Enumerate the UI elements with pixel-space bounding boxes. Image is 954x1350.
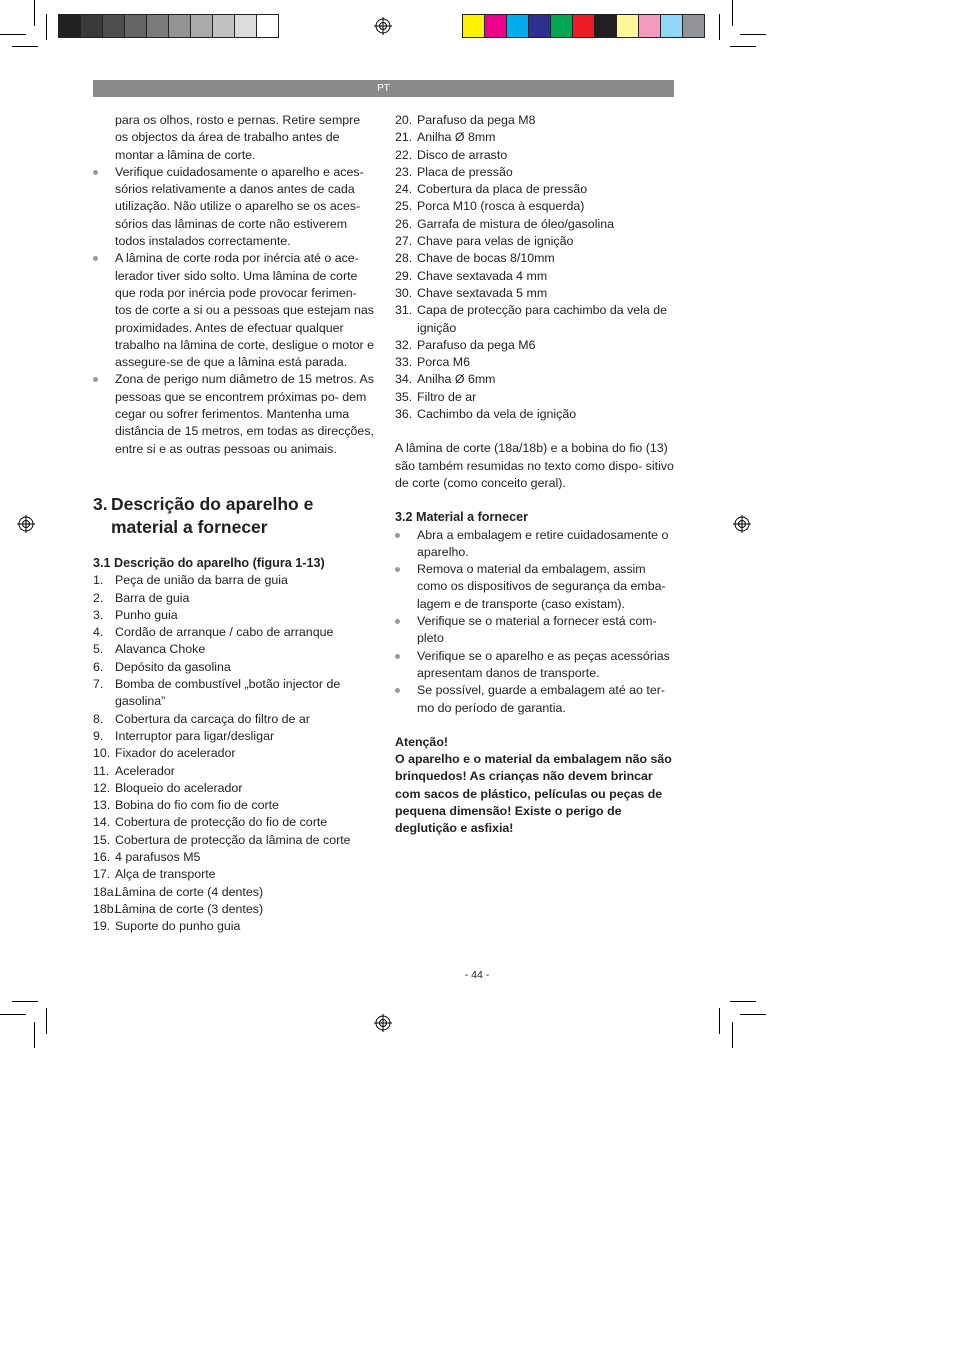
crop-mark bbox=[740, 34, 766, 35]
part-name: 4 parafusos M5 bbox=[115, 849, 201, 864]
list-item bbox=[93, 371, 375, 457]
part-list-item bbox=[93, 659, 375, 676]
part-list-item bbox=[93, 832, 375, 849]
color-swatch bbox=[81, 15, 103, 37]
part-list-item bbox=[395, 268, 677, 285]
part-number: 34. bbox=[395, 372, 413, 387]
part-list-item bbox=[395, 406, 677, 423]
registration-mark-icon bbox=[733, 515, 751, 533]
section-number: 3. bbox=[93, 493, 108, 514]
part-list-item bbox=[93, 780, 375, 797]
crop-mark bbox=[0, 1014, 26, 1015]
bullet-text: Remova o material da embalagem, assim como os dispositivos de segurança da emba- lagem e de transporte (caso existam). bbox=[417, 562, 666, 611]
warning-text: O aparelho e o material da embalagem não são brinquedos! As crianças não devem brincar com sacos de plástico, películas ou peças de pequena dimensão! Existe o perigo de deglutição e asfixia! bbox=[395, 752, 672, 836]
part-number: 11. bbox=[93, 763, 110, 778]
part-number: 15. bbox=[93, 832, 111, 847]
part-list-item bbox=[93, 624, 375, 641]
part-name: Parafuso da pega M6 bbox=[417, 337, 536, 352]
part-number: 23. bbox=[395, 164, 413, 179]
part-number: 6. bbox=[93, 659, 104, 674]
part-list-item bbox=[395, 164, 677, 181]
color-swatch bbox=[125, 15, 147, 37]
color-swatch bbox=[595, 15, 617, 37]
part-list-item bbox=[93, 918, 375, 935]
registration-mark-icon bbox=[17, 515, 35, 533]
page-number: - 44 - bbox=[464, 969, 490, 981]
part-name: Anilha Ø 6mm bbox=[417, 372, 496, 387]
part-list-item bbox=[395, 112, 677, 129]
list-item bbox=[395, 613, 677, 648]
part-list-item bbox=[93, 884, 375, 901]
bullet-text: Se possível, guarde a embalagem até ao ter- mo do período de garantia. bbox=[417, 683, 665, 715]
color-swatch bbox=[573, 15, 595, 37]
part-list-item bbox=[395, 198, 677, 215]
color-swatch bbox=[683, 15, 704, 37]
color-swatch bbox=[485, 15, 507, 37]
subsection-heading: 3.1 Descrição do aparelho (figura 1-13) bbox=[93, 555, 325, 570]
bullet-icon bbox=[395, 619, 400, 624]
part-list-item bbox=[395, 337, 677, 354]
part-name: Capa de protecção para cachimbo da vela de ignição bbox=[417, 303, 668, 335]
part-list-item bbox=[93, 745, 375, 762]
list-item bbox=[395, 561, 677, 613]
part-name: Cobertura de protecção do fio de corte bbox=[115, 815, 328, 830]
part-list-item bbox=[395, 389, 677, 406]
color-swatch bbox=[617, 15, 639, 37]
part-list-item bbox=[93, 711, 375, 728]
parts-list bbox=[93, 572, 375, 935]
crop-mark bbox=[12, 46, 38, 47]
bullet-icon bbox=[395, 567, 400, 572]
part-number: 16. bbox=[93, 849, 111, 864]
subsection-heading: 3.2 Material a fornecer bbox=[395, 510, 528, 525]
left-column bbox=[93, 112, 375, 935]
part-name: Fixador do acelerador bbox=[115, 746, 236, 761]
color-swatch bbox=[169, 15, 191, 37]
part-name: Cobertura da carcaça do filtro de ar bbox=[115, 711, 310, 726]
part-name: Disco de arrasto bbox=[417, 147, 508, 162]
gray-color-bar bbox=[58, 14, 279, 38]
crop-mark bbox=[740, 1014, 766, 1015]
part-number: 27. bbox=[395, 234, 413, 249]
list-item bbox=[395, 648, 677, 683]
part-name: Anilha Ø 8mm bbox=[417, 130, 496, 145]
part-number: 13. bbox=[93, 798, 111, 813]
color-swatch bbox=[507, 15, 529, 37]
part-name: Cordão de arranque / cabo de arranque bbox=[115, 625, 334, 640]
warning-title: Atenção! bbox=[395, 734, 449, 749]
part-number: 30. bbox=[395, 285, 413, 300]
part-name: Chave sextavada 4 mm bbox=[417, 268, 548, 283]
part-number: 5. bbox=[93, 642, 104, 657]
part-number: 35. bbox=[395, 389, 413, 404]
part-list-item bbox=[395, 354, 677, 371]
part-list-item bbox=[93, 901, 375, 918]
crop-mark bbox=[12, 1001, 38, 1002]
part-number: 17. bbox=[93, 867, 111, 882]
part-list-item bbox=[93, 728, 375, 745]
crop-mark bbox=[719, 1008, 720, 1034]
list-item bbox=[93, 250, 375, 371]
parts-list bbox=[395, 112, 677, 423]
bullet-text: Verifique se o aparelho e as peças acessórias apresentam danos de transporte. bbox=[417, 648, 670, 680]
part-name: Acelerador bbox=[115, 763, 175, 778]
part-number: 24. bbox=[395, 182, 413, 197]
color-swatch bbox=[235, 15, 257, 37]
right-column bbox=[395, 112, 677, 838]
delivery-bullet-list bbox=[395, 527, 677, 717]
part-list-item bbox=[395, 147, 677, 164]
color-swatch bbox=[257, 15, 278, 37]
bullet-icon bbox=[93, 170, 98, 175]
part-number: 32. bbox=[395, 337, 413, 352]
color-swatch bbox=[191, 15, 213, 37]
list-item bbox=[395, 527, 677, 562]
intro-continuation: para os olhos, rosto e pernas. Retire sempre os objectos da área de trabalho antes de montar a lâmina de corte. bbox=[115, 113, 361, 162]
part-name: Chave sextavada 5 mm bbox=[417, 285, 548, 300]
part-number: 4. bbox=[93, 625, 104, 640]
part-name: Porca M10 (rosca à esquerda) bbox=[417, 199, 585, 214]
part-name: Cobertura de protecção da lâmina de corte bbox=[115, 832, 351, 847]
bullet-icon bbox=[93, 256, 98, 261]
part-name: Suporte do punho guia bbox=[115, 919, 241, 934]
part-name: Interruptor para ligar/desligar bbox=[115, 728, 275, 743]
cutting-device-note: A lâmina de corte (18a/18b) e a bobina do fio (13) são também resumidas no texto como dispo- sitivo de corte (como conceito geral). bbox=[395, 441, 674, 490]
part-number: 9. bbox=[93, 728, 104, 743]
crop-mark bbox=[730, 46, 756, 47]
part-name: Bobina do fio com fio de corte bbox=[115, 798, 279, 813]
part-name: Alça de transporte bbox=[115, 867, 216, 882]
crop-mark bbox=[730, 1001, 756, 1002]
part-list-item bbox=[395, 181, 677, 198]
bullet-icon bbox=[93, 377, 98, 382]
part-number: 33. bbox=[395, 355, 413, 370]
part-list-item bbox=[93, 849, 375, 866]
bullet-icon bbox=[395, 654, 400, 659]
part-number: 25. bbox=[395, 199, 413, 214]
part-name: Porca M6 bbox=[417, 355, 471, 370]
part-number: 26. bbox=[395, 216, 413, 231]
registration-mark-icon bbox=[374, 17, 392, 35]
part-name: Cachimbo da vela de ignição bbox=[417, 407, 577, 422]
part-name: Bloqueio do acelerador bbox=[115, 780, 243, 795]
part-list-item bbox=[93, 797, 375, 814]
part-number: 21. bbox=[395, 130, 413, 145]
part-list-item bbox=[395, 285, 677, 302]
part-number: 18a. bbox=[93, 884, 118, 899]
part-number: 10. bbox=[93, 746, 111, 761]
color-swatch bbox=[59, 15, 81, 37]
color-swatch bbox=[529, 15, 551, 37]
part-name: Barra de guia bbox=[115, 590, 190, 605]
part-number: 29. bbox=[395, 268, 413, 283]
part-name: Chave de bocas 8/10mm bbox=[417, 251, 555, 266]
crop-mark bbox=[719, 14, 720, 40]
part-name: Punho guia bbox=[115, 607, 178, 622]
part-list-item bbox=[395, 216, 677, 233]
crop-mark bbox=[34, 1022, 35, 1048]
process-color-bar bbox=[462, 14, 705, 38]
part-name: Filtro de ar bbox=[417, 389, 477, 404]
part-number: 20. bbox=[395, 113, 413, 127]
color-swatch bbox=[639, 15, 661, 37]
part-number: 28. bbox=[395, 251, 413, 266]
part-list-item bbox=[93, 607, 375, 624]
part-name: Lâmina de corte (3 dentes) bbox=[115, 901, 264, 916]
part-name: Bomba de combustível „botão injector de gasolina” bbox=[115, 677, 341, 709]
crop-mark bbox=[0, 34, 26, 35]
bullet-icon bbox=[395, 533, 400, 538]
bullet-text: Zona de perigo num diâmetro de 15 metros. As pessoas que se encontrem próximas po- dem cegar ou sofrer ferimentos. Mantenha uma distância de 15 metros, em todas as direcções, entre si e as outras pessoas ou animais. bbox=[115, 372, 374, 456]
part-number: 2. bbox=[93, 590, 104, 605]
crop-mark bbox=[46, 1008, 47, 1034]
language-header-bar: PT bbox=[93, 80, 674, 97]
part-list-item bbox=[93, 676, 375, 711]
part-number: 14. bbox=[93, 815, 111, 830]
section-heading bbox=[93, 493, 375, 539]
part-number: 1. bbox=[93, 573, 104, 588]
bullet-text: Abra a embalagem e retire cuidadosamente o aparelho. bbox=[417, 527, 669, 559]
part-list-item bbox=[93, 641, 375, 658]
part-name: Depósito da gasolina bbox=[115, 659, 231, 674]
section-title: Descrição do aparelho e material a fornecer bbox=[111, 493, 314, 537]
part-number: 31. bbox=[395, 303, 413, 318]
part-name: Lâmina de corte (4 dentes) bbox=[115, 884, 264, 899]
part-list-item bbox=[93, 814, 375, 831]
part-list-item bbox=[395, 371, 677, 388]
part-list-item bbox=[395, 129, 677, 146]
part-list-item bbox=[93, 572, 375, 589]
color-swatch bbox=[103, 15, 125, 37]
part-number: 36. bbox=[395, 407, 413, 422]
part-name: Parafuso da pega M8 bbox=[417, 113, 536, 127]
part-number: 12. bbox=[93, 780, 111, 795]
list-item bbox=[395, 682, 677, 717]
part-number: 18b. bbox=[93, 901, 118, 916]
part-name: Placa de pressão bbox=[417, 164, 513, 179]
part-name: Peça de união da barra de guia bbox=[115, 573, 288, 588]
color-swatch bbox=[213, 15, 235, 37]
bullet-icon bbox=[395, 688, 400, 693]
part-name: Garrafa de mistura de óleo/gasolina bbox=[417, 216, 614, 231]
list-item bbox=[93, 164, 375, 250]
part-list-item bbox=[395, 302, 677, 337]
crop-mark bbox=[732, 1022, 733, 1048]
color-swatch bbox=[147, 15, 169, 37]
part-name: Chave para velas de ignição bbox=[417, 234, 574, 249]
part-name: Cobertura da placa de pressão bbox=[417, 182, 588, 197]
crop-mark bbox=[46, 14, 47, 40]
bullet-text: Verifique se o material a fornecer está com- pleto bbox=[417, 614, 657, 646]
registration-mark-icon bbox=[374, 1014, 392, 1032]
part-list-item bbox=[93, 590, 375, 607]
bullet-text: A lâmina de corte roda por inércia até o ace- lerador tiver sido solto. Uma lâmina de corte que roda por inércia pode provocar ferimen- tos de corte a si ou a pessoas que estejam nas proximidades. Antes de efectuar qualquer trabalho na lâmina de corte, desligue o motor e assegure-se de que a lâmina está parada. bbox=[115, 251, 374, 370]
part-number: 22. bbox=[395, 147, 413, 162]
crop-mark bbox=[34, 0, 35, 26]
crop-mark bbox=[732, 0, 733, 26]
part-list-item bbox=[395, 233, 677, 250]
color-swatch bbox=[463, 15, 485, 37]
bullet-text: Verifique cuidadosamente o aparelho e aces- sórios relativamente a danos antes de cada utilização. Não utilize o aparelho se os aces- sórios das lâminas de corte não estiverem todos instalados correctamente. bbox=[115, 164, 364, 249]
part-list-item bbox=[93, 866, 375, 883]
part-list-item bbox=[93, 763, 375, 780]
safety-bullet-list bbox=[93, 164, 375, 458]
part-number: 7. bbox=[93, 677, 104, 692]
part-list-item bbox=[395, 250, 677, 267]
part-number: 19. bbox=[93, 919, 111, 934]
part-name: Alavanca Choke bbox=[115, 642, 206, 657]
color-swatch bbox=[661, 15, 683, 37]
color-swatch bbox=[551, 15, 573, 37]
part-number: 3. bbox=[93, 607, 104, 622]
part-number: 8. bbox=[93, 711, 104, 726]
